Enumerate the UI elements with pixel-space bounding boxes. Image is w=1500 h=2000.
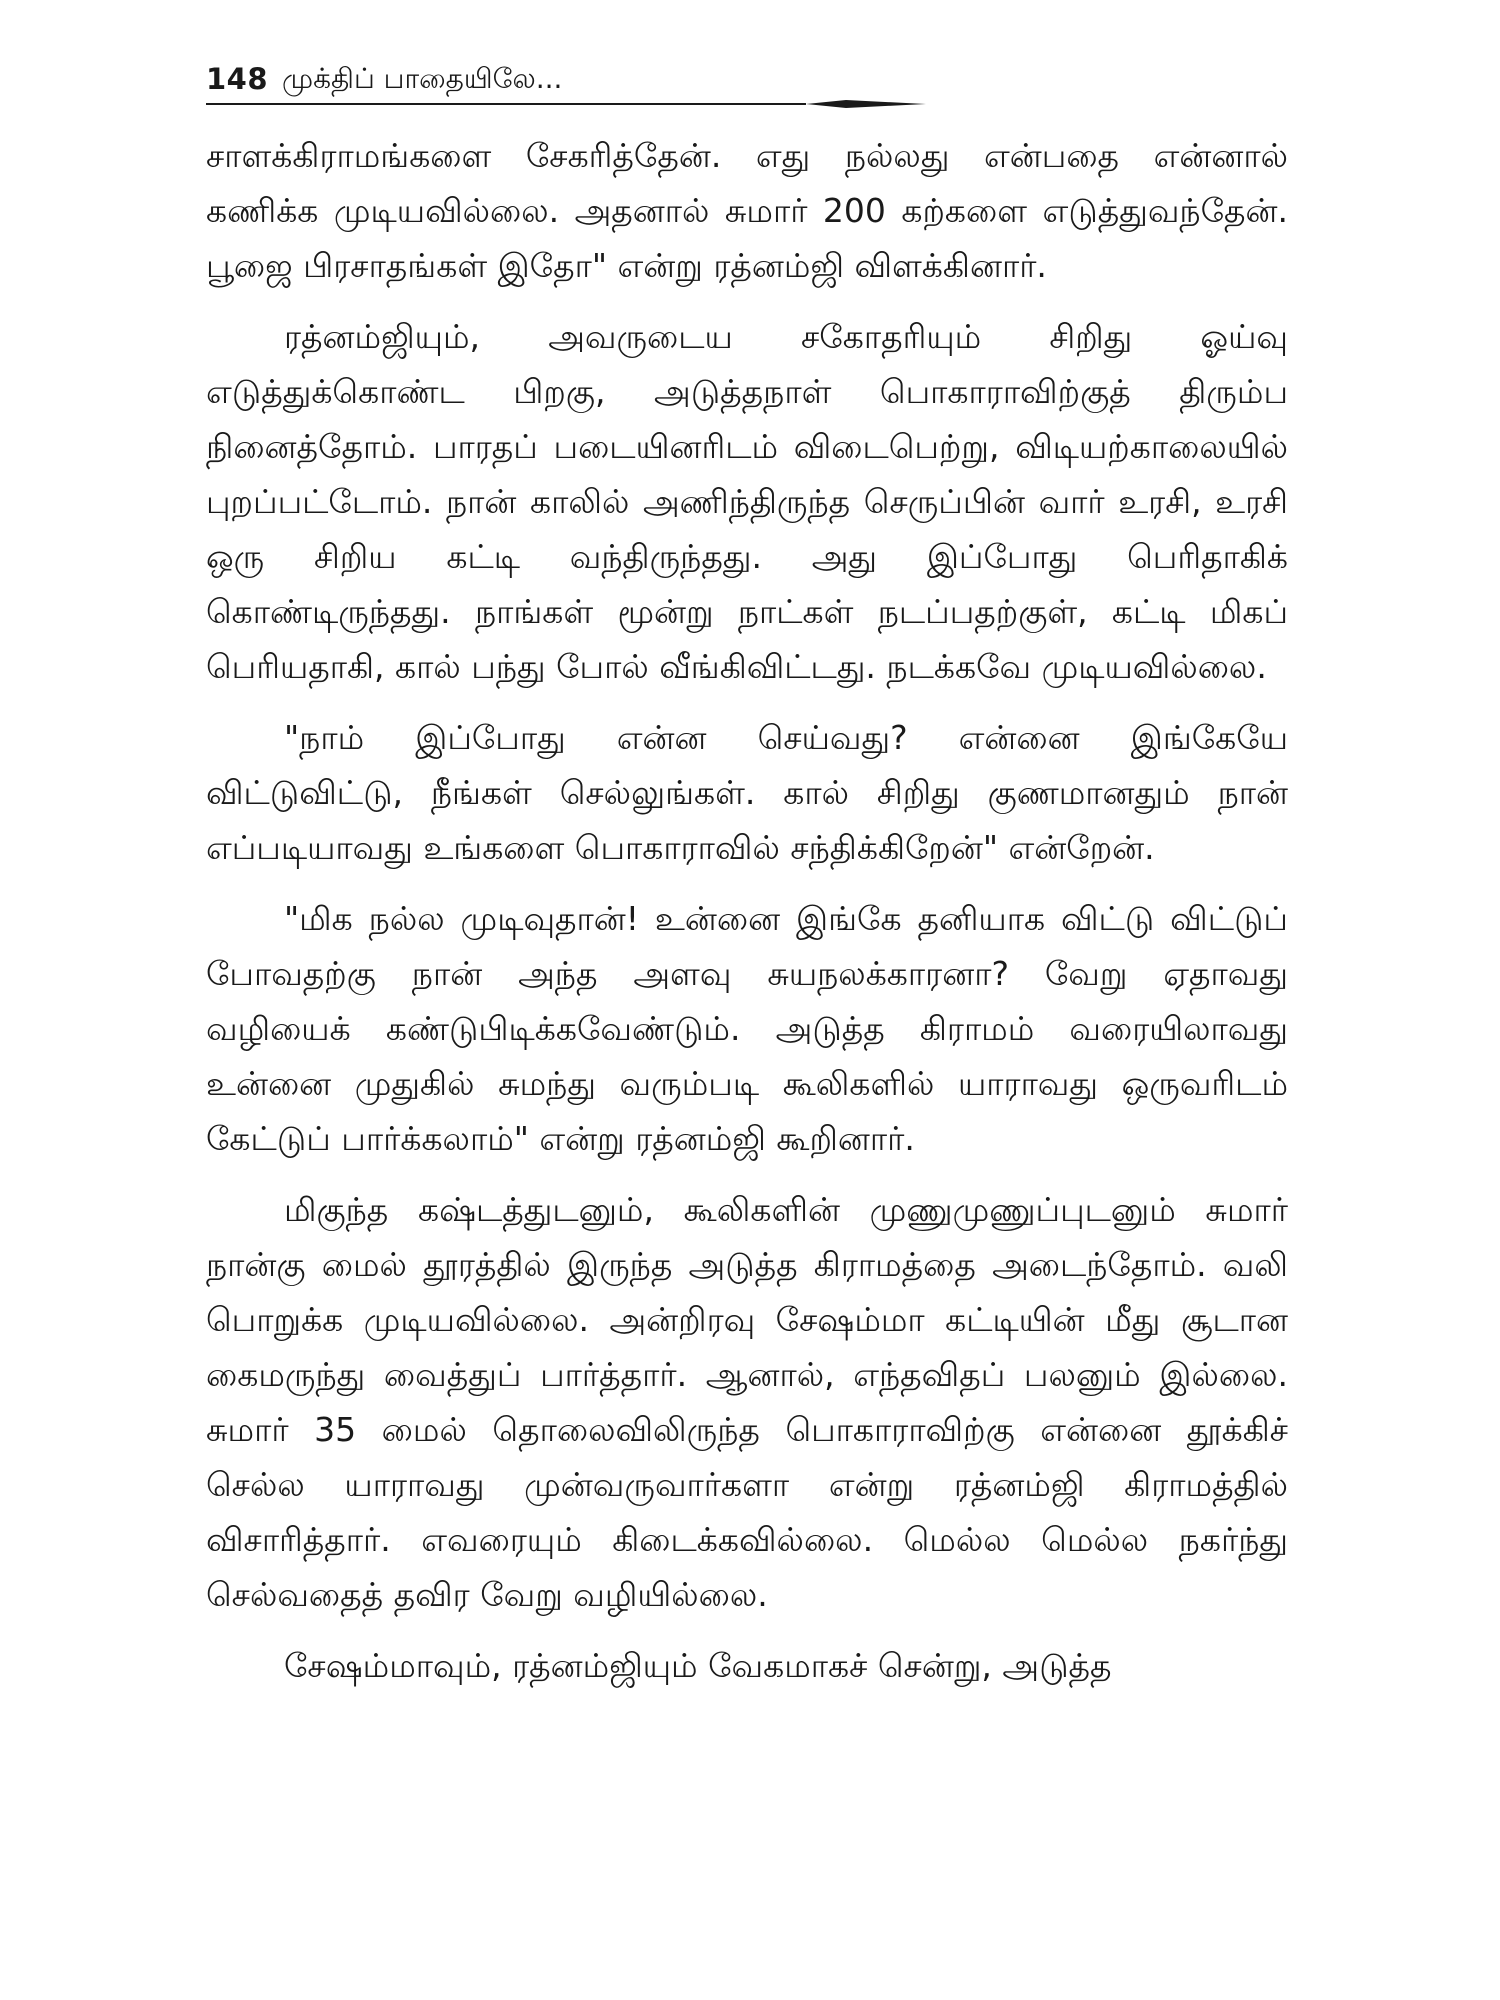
running-title: முக்திப் பாதையிலே... <box>282 62 563 95</box>
body-text <box>206 128 1288 1709</box>
paragraph: "மிக நல்ல முடிவுதான்! உன்னை இங்கே தனியாக விட்டு விட்டுப் போவதற்கு நான் அந்த அளவு சுயநலக்காரனா? வேறு ஏதாவது வழியைக் கண்டுபிடிக்கவேண்டும். அடுத்த கிராமம் வரையிலாவது உன்னை முதுகில் சுமந்து வரும்படி கூலிகளில் யாராவது ஒருவரிடம் கேட்டுப் பார்க்கலாம்" என்று ரத்னம்ஜி கூறினார். <box>206 899 1288 1158</box>
page-header <box>206 52 926 112</box>
paragraph: சேஷம்மாவும், ரத்னம்ஜியும் வேகமாகச் சென்று, அடுத்த <box>284 1646 1112 1685</box>
paragraph: சாளக்கிராமங்களை சேகரித்தேன். எது நல்லது என்பதை என்னால் கணிக்க முடியவில்லை. அதனால் சுமார் 200 கற்களை எடுத்துவந்தேன். பூஜை பிரசாதங்கள் இதோ" என்று ரத்னம்ஜி விளக்கினார். <box>206 136 1288 285</box>
header-ornamental-rule <box>206 96 926 116</box>
paragraph: மிகுந்த கஷ்டத்துடனும், கூலிகளின் முணுமுணுப்புடனும் சுமார் நான்கு மைல் தூரத்தில் இருந்த அடுத்த கிராமத்தை அடைந்தோம். வலி பொறுக்க முடியவில்லை. அன்றிரவு சேஷம்மா கட்டியின் மீது சூடான கைமருந்து வைத்துப் பார்த்தார். ஆனால், எந்தவிதப் பலனும் இல்லை. சுமார் 35 மைல் தொலைவிலிருந்த பொகாராவிற்கு என்னை தூக்கிச் செல்ல யாராவது முன்வருவார்களா என்று ரத்னம்ஜி கிராமத்தில் விசாரித்தார். எவரையும் கிடைக்கவில்லை. மெல்ல மெல்ல நகர்ந்து செல்வதைத் தவிர வேறு வழியில்லை. <box>206 1190 1288 1614</box>
page-number: 148 <box>206 62 269 96</box>
paragraph: ரத்னம்ஜியும், அவருடைய சகோதரியும் சிறிது ஓய்வு எடுத்துக்கொண்ட பிறகு, அடுத்தநாள் பொகாராவிற்குத் திரும்ப நினைத்தோம். பாரதப் படையினரிடம் விடைபெற்று, விடியற்காலையில் புறப்பட்டோம். நான் காலில் அணிந்திருந்த செருப்பின் வார் உரசி, உரசி ஒரு சிறிய கட்டி வந்திருந்தது. அது இப்போது பெரிதாகிக் கொண்டிருந்தது. நாங்கள் மூன்று நாட்கள் நடப்பதற்குள், கட்டி மிகப் பெரியதாகி, கால் பந்து போல் வீங்கிவிட்டது. நடக்கவே முடியவில்லை. <box>206 317 1288 686</box>
paragraph: "நாம் இப்போது என்ன செய்வது? என்னை இங்கேயே விட்டுவிட்டு, நீங்கள் செல்லுங்கள். கால் சிறிது குணமானதும் நான் எப்படியாவது உங்களை பொகாராவில் சந்திக்கிறேன்" என்றேன். <box>206 718 1288 867</box>
